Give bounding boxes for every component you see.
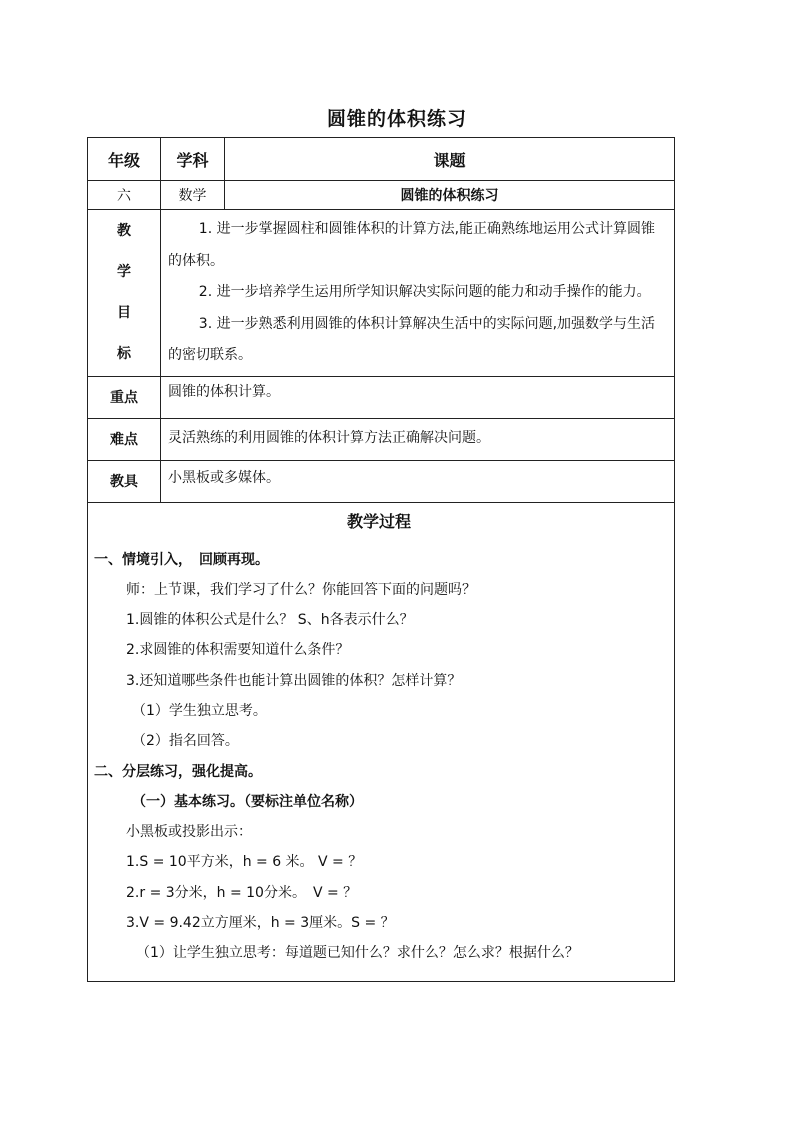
goal-item: 1. 进一步掌握圆柱和圆锥体积的计算方法,能正确熟练地运用公式计算圆锥的体积。 [168,221,656,269]
header-grade: 年级 [88,138,161,181]
lesson-plan-table [87,137,675,982]
grade-value: 六 [88,181,161,210]
process-content [88,502,675,981]
goals-label-char: 学 [117,263,131,280]
difficulty-row [88,418,675,460]
subsection-heading: （一）基本练习。（要标注单位名称） [132,793,363,810]
exercise-line: 2.r = 3分米，h = 10分米。 V = ？ [126,884,358,901]
goal-item: 3. 进一步熟悉利用圆锥的体积计算解决生活中的实际问题,加强数学与生活的密切联系。 [168,315,656,363]
process-line: （2）指名回答。 [132,733,239,750]
header-subject: 学科 [161,138,225,181]
difficulty-value: 灵活熟练的利用圆锥的体积计算方法正确解决问题。 [161,418,675,460]
goals-label-char: 教 [117,222,131,239]
process-title: 教学过程 [346,511,411,531]
difficulty-label: 难点 [88,418,161,460]
topic-value: 圆锥的体积练习 [225,181,675,210]
subject-value: 数学 [161,181,225,210]
header-row [88,138,675,181]
goals-row [88,210,675,377]
tools-row [88,460,675,502]
goal-item: 2. 进一步培养学生运用所学知识解决实际问题的能力和动手操作的能力。 [198,284,651,300]
key-point-value: 圆锥的体积计算。 [161,376,675,418]
process-row [88,502,675,981]
section-heading: 一、情境引入， 回顾再现。 [94,551,269,568]
key-point-label: 重点 [88,376,161,418]
tools-value: 小黑板或多媒体。 [161,460,675,502]
goals-label-char: 目 [117,304,131,321]
tools-label: 教具 [88,460,161,502]
exercise-line: 3.V = 9.42立方厘米，h = 3厘米。S = ？ [126,915,395,932]
goals-label [88,210,161,377]
process-line: （1）让学生独立思考：每道题已知什么？求什么？怎么求？根据什么？ [136,945,579,962]
process-line: 小黑板或投影出示： [126,824,252,841]
info-row [88,181,675,210]
exercise-line: 1.S = 10平方米，h = 6 米。 V = ？ [126,854,363,871]
process-line: （1）学生独立思考。 [132,702,267,719]
process-line: 2.求圆锥的体积需要知道什么条件？ [126,642,350,659]
key-point-row [88,376,675,418]
process-line: 1.圆锥的体积公式是什么？ S、h各表示什么？ [126,612,414,629]
document-title: 圆锥的体积练习 [326,108,467,130]
process-line: 3.还知道哪些条件也能计算出圆锥的体积？怎样计算？ [126,672,462,689]
goals-content [161,210,675,377]
goals-label-char: 标 [117,345,131,362]
process-line: 师：上节课，我们学习了什么？你能回答下面的问题吗？ [126,581,476,598]
section-heading: 二、分层练习，强化提高。 [94,763,262,780]
header-topic: 课题 [225,138,675,181]
